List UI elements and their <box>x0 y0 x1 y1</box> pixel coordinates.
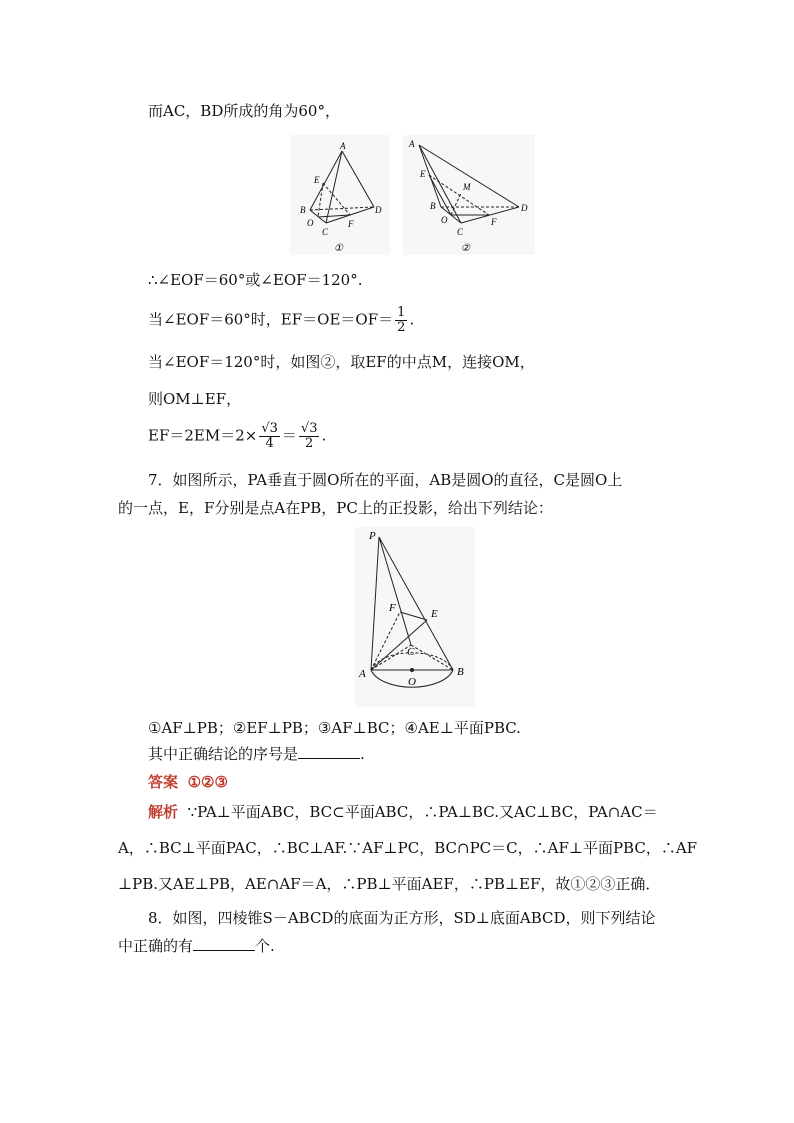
fig2-caption: ② <box>461 243 470 254</box>
text-line-angle-cases: ∴∠EOF＝60°或∠EOF＝120°. <box>148 271 363 289</box>
fig2-label-f: F <box>491 217 497 227</box>
fig1-caption: ① <box>334 243 343 254</box>
fig2-label-o: O <box>441 215 448 225</box>
q8-text-line-2: 中正确的有 个. <box>118 937 275 955</box>
figure-cone-projection <box>355 527 475 707</box>
q7-text-line-1: 7．如图所示，PA垂直于圆O所在的平面，AB是圆O的直径，C是圆O上 <box>148 471 623 489</box>
answer-blank <box>298 744 360 759</box>
text-line-case-120: 当∠EOF＝120°时，如图②，取EF的中点M，连接OM， <box>148 353 535 371</box>
fig3-label-b: B <box>457 666 464 678</box>
fig1-label-d: D <box>375 205 382 215</box>
fig3-label-e: E <box>431 608 438 620</box>
figure-tetrahedron-2 <box>403 135 535 255</box>
q7-analysis-line-3: ⊥PB.又AE⊥PB，AE∩AF＝A，∴PB⊥平面AEF，∴PB⊥EF，故①②③正确． <box>118 875 661 893</box>
text-line-case-60: 当∠EOF＝60°时，EF＝OE＝OF＝ $\frac{1}{2}$ . <box>148 305 415 335</box>
q7-question-ask: 其中正确结论的序号是 . <box>148 745 365 763</box>
q7-answer <box>148 772 228 792</box>
answer-label: 答案 <box>148 773 179 791</box>
fraction-sqrt3-over-2: $\frac{√3}{2}$ <box>300 421 318 451</box>
q7-analysis-line-2: A，∴BC⊥平面PAC，∴BC⊥AF.∵AF⊥PC，BC∩PC＝C，∴AF⊥平面PBC，∴AF <box>118 839 698 857</box>
q8-answer-blank <box>193 936 255 951</box>
fig1-label-a: A <box>340 141 346 151</box>
fig1-label-b: B <box>300 205 306 215</box>
fig3-label-o: O <box>408 676 416 688</box>
analysis-label: 解析 <box>148 803 179 821</box>
figure-tetrahedron-1 <box>290 135 390 255</box>
text-line-angle-ac-bd: 而AC，BD所成的角为60°， <box>148 102 340 120</box>
fraction-sqrt3-over-4: $\frac{√3}{4}$ <box>261 421 278 451</box>
fraction-one-half: $\frac{1}{2}$ <box>397 305 406 335</box>
text-line-ef-length: EF＝2EM＝2× $\frac{√3}{4}$ ＝ $\frac{√3}{2}$ . <box>148 421 327 451</box>
fig1-label-o: O <box>307 218 314 228</box>
q7-options: ①AF⊥PB；②EF⊥PB；③AF⊥BC；④AE⊥平面PBC. <box>148 719 521 737</box>
fig2-label-a: A <box>409 139 415 149</box>
fig1-label-c: C <box>322 227 329 237</box>
text-line-om-perp-ef: 则OM⊥EF， <box>148 390 242 408</box>
answer-value: ①②③ <box>187 773 228 791</box>
q8-text-line-1: 8．如图，四棱锥S－ABCD的底面为正方形，SD⊥底面ABCD，则下列结论 <box>148 909 656 927</box>
fig3-label-c: C <box>407 646 415 658</box>
fig2-label-c: C <box>457 227 464 237</box>
fig3-center-point <box>410 668 414 672</box>
q7-text-line-2: 的一点，E，F分别是点A在PB，PC上的正投影，给出下列结论： <box>118 499 553 517</box>
fig3-label-p: P <box>369 530 376 542</box>
fig2-label-d: D <box>521 203 528 213</box>
fig1-label-f: F <box>348 219 354 229</box>
figure-3-svg <box>355 527 475 707</box>
q7-analysis-line-1: 解析 ∵PA⊥平面ABC，BC⊂平面ABC，∴PA⊥BC.又AC⊥BC，PA∩AC＝ <box>148 803 658 821</box>
fig2-label-b: B <box>430 201 436 211</box>
fig3-label-a: A <box>359 668 366 680</box>
figure-1-svg <box>290 135 390 255</box>
figure-2-svg <box>403 135 535 255</box>
fig2-label-m: M <box>463 182 471 192</box>
fig3-label-f: F <box>389 602 396 614</box>
fig1-label-e: E <box>314 175 320 185</box>
fig2-label-e: E <box>420 169 426 179</box>
